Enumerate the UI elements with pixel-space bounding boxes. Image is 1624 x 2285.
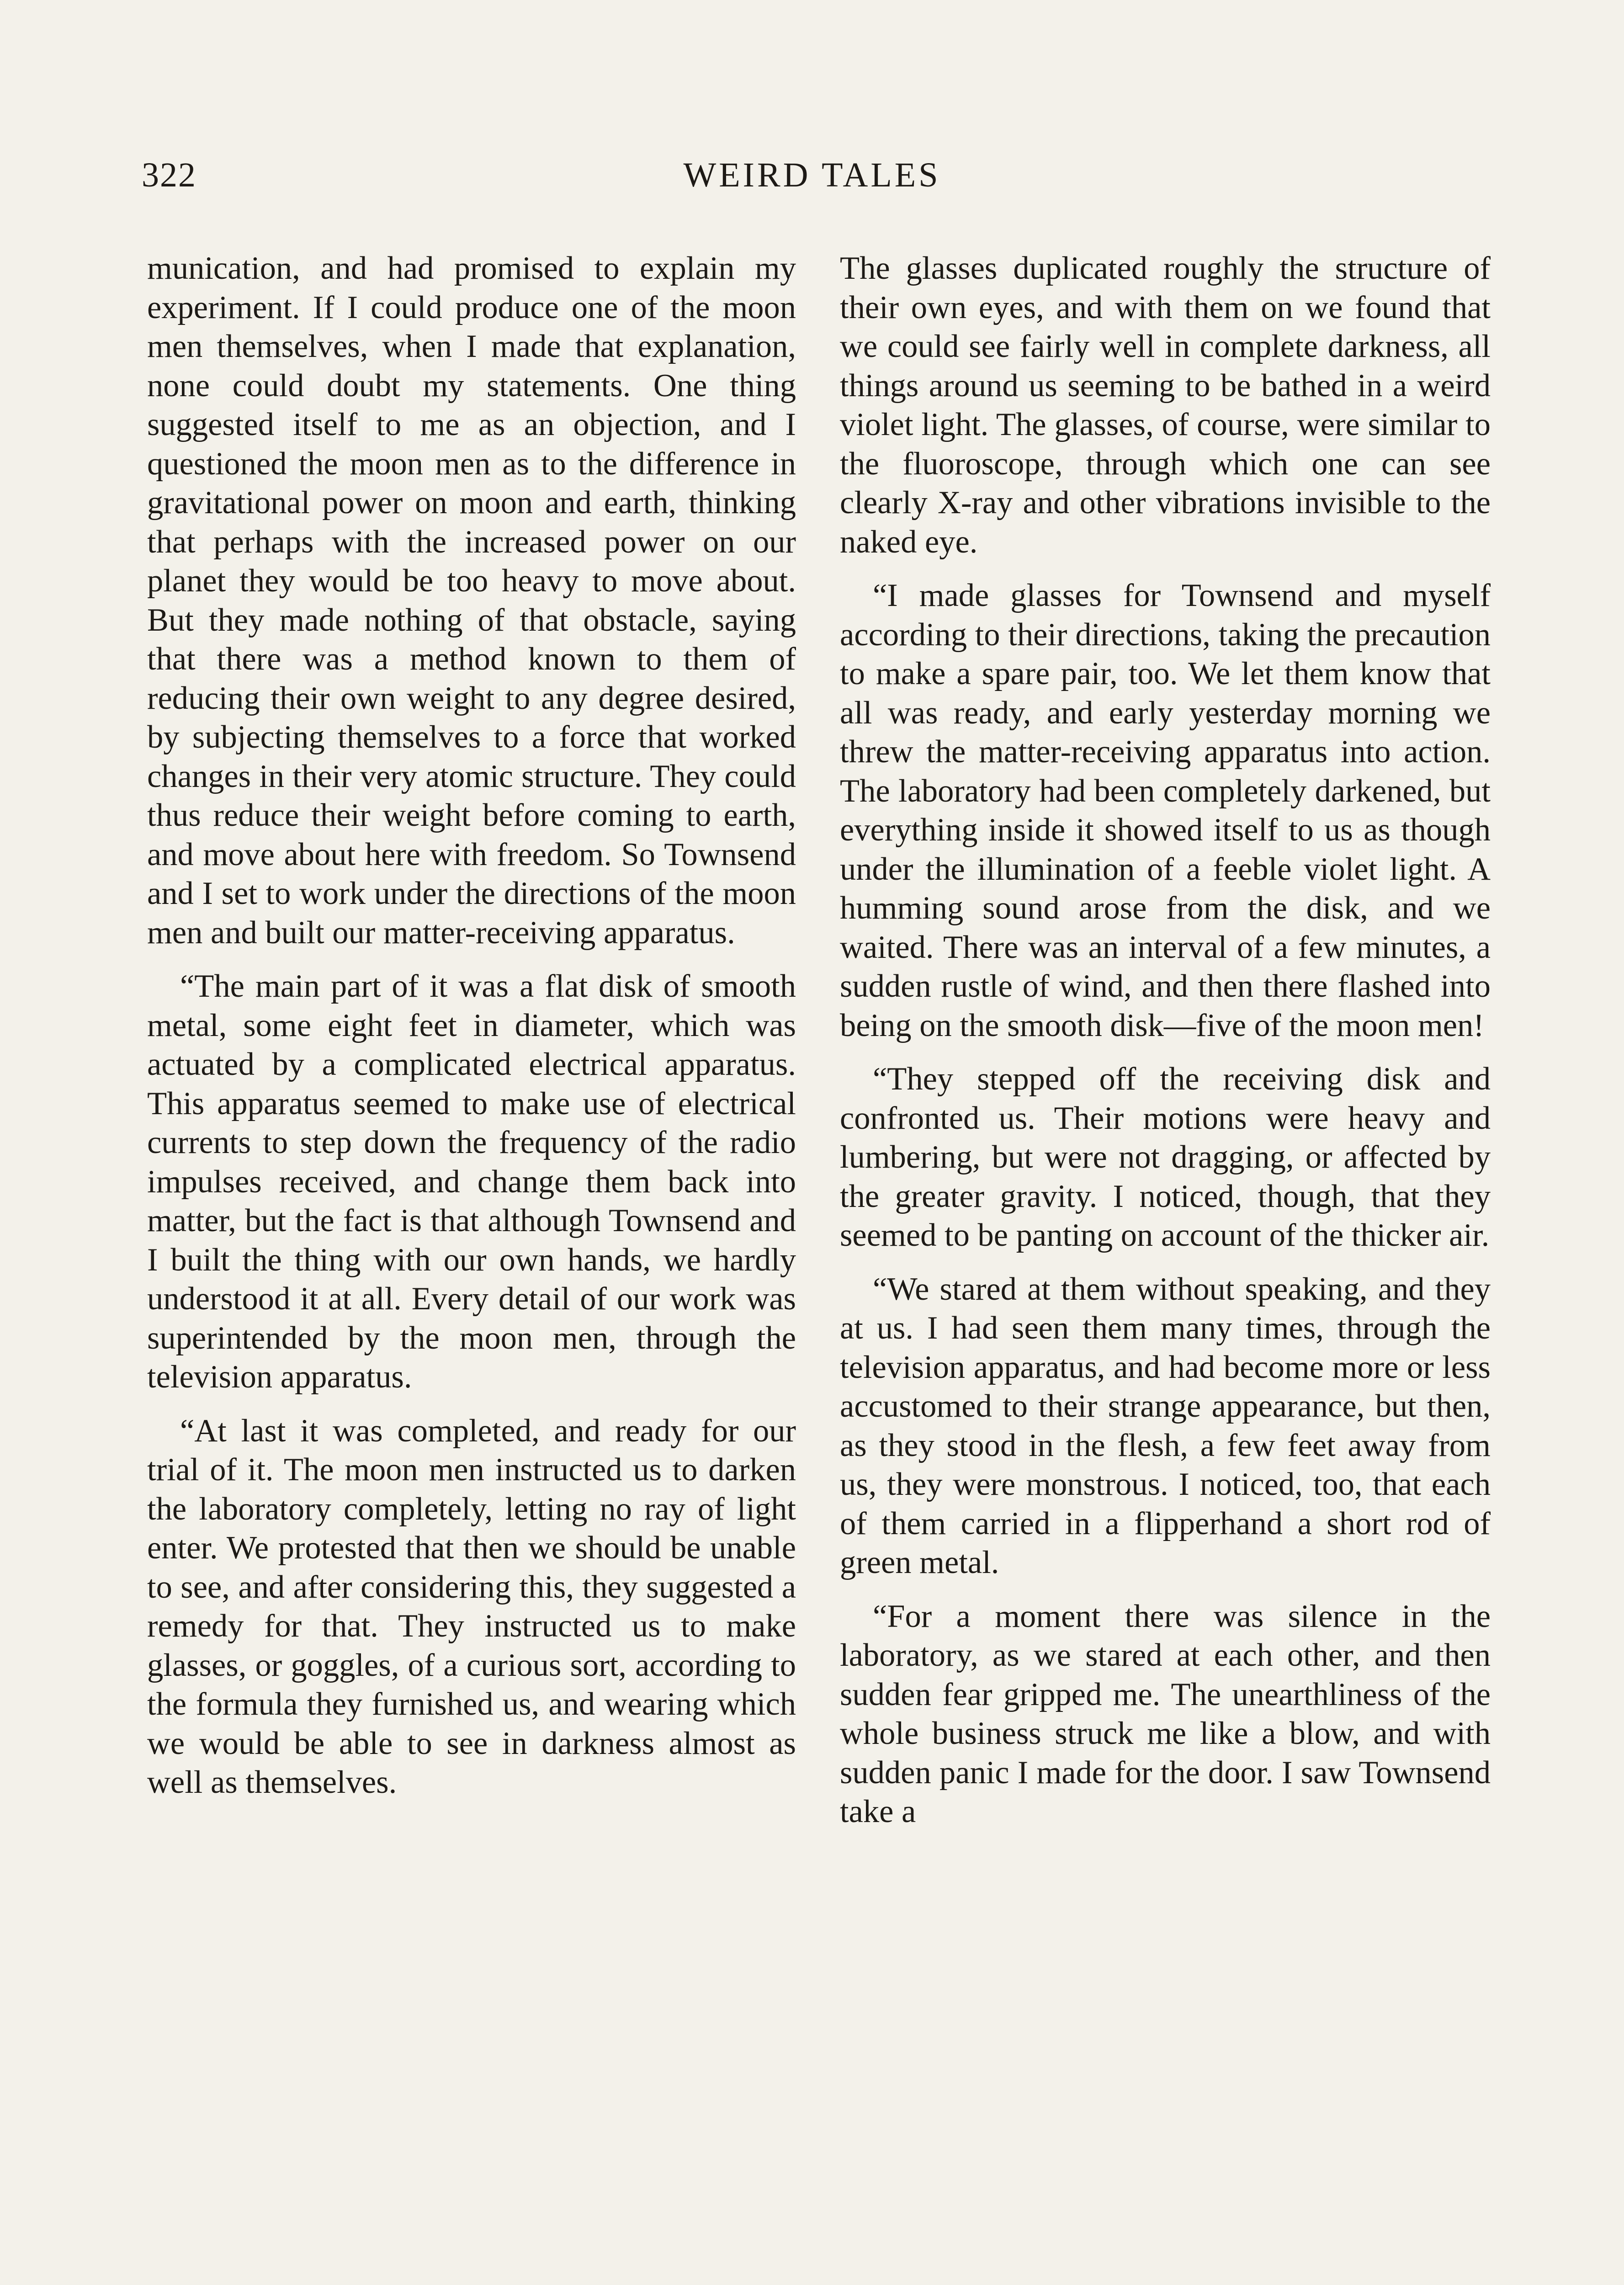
paragraph: “At last it was completed, and ready for our trial of it. The moon men instructed us to darken the laboratory completely, letting no ray of light enter. We protested that then we should be unable to see, and after considering this, they suggested a remedy for that. They instructed us to make glasses, or goggles, of a curious sort, according to the formula they furnished us, and wearing which we would be able to see in darkness almost as well as themselves. xyxy=(147,1413,796,1800)
running-head: WEIRD TALES xyxy=(683,156,941,194)
page-number: 322 xyxy=(142,156,196,194)
paragraph: “The main part of it was a flat disk of smooth metal, some eight feet in diameter, which was actuated by a complicated electrical apparatus. This apparatus seemed to make use of electrical currents to step down the frequency of the radio impulses received, and change them back into matter, but the fact is that although Townsend and I built the thing with our own hands, we hardly understood it at all. Every detail of our work was superintended by the moon men, through the television apparatus. xyxy=(147,968,796,1395)
paragraph: munication, and had promised to explain my experiment. If I could produce one of the moon men themselves, when I made that explanation, none could doubt my statements. One thing suggested itself to me as an objection, and I questioned the moon men as to the difference in gravitational power on moon and earth, thinking that perhaps with the increased power on our planet they would be too heavy to move about. But they made nothing of that obstacle, saying that there was a method known to them of reducing their own weight to any degree desired, by subjecting themselves to a force that worked changes in their very atomic structure. They could thus reduce their weight before coming to earth, and move about here with freedom. So Townsend and I set to work under the directions of the moon men and built our matter-receiving apparatus. xyxy=(147,250,796,951)
paragraph: “They stepped off the receiving disk and confronted us. Their motions were heavy and lumbering, but were not dragging, or affected by the greater gravity. I noticed, though, that they seemed to be panting on account of the thicker air. xyxy=(840,1061,1491,1253)
paragraph: “For a moment there was silence in the laboratory, as we stared at each other, and then sudden fear gripped me. The unearthliness of the whole business struck me like a blow, and with sudden panic I made for the door. I saw Townsend take a xyxy=(840,1598,1491,1829)
right-column xyxy=(840,249,1491,1846)
paragraph: “We stared at them without speaking, and they at us. I had seen them many times, through the television apparatus, and had become more or less accustomed to their strange appearance, but then, as they stood in the flesh, a few feet away from us, they were monstrous. I noticed, too, that each of them carried in a flipperhand a short rod of green metal. xyxy=(840,1271,1491,1580)
paragraph: The glasses duplicated roughly the structure of their own eyes, and with them on we found that we could see fairly well in complete darkness, all things around us seeming to be bathed in a weird violet light. The glasses, of course, were similar to the fluoroscope, through which one can see clearly X-ray and other vibrations invisible to the naked eye. xyxy=(840,250,1491,560)
paragraph: “I made glasses for Townsend and myself according to their directions, taking the precaution to make a spare pair, too. We let them know that all was ready, and early yesterday morning we threw the matter-receiving apparatus into action. The laboratory had been completely darkened, but everything inside it showed itself to us as though under the illumination of a feeble violet light. A humming sound arose from the disk, and we waited. There was an interval of a few minutes, a sudden rustle of wind, and then there flashed into being on the smooth disk—five of the moon men! xyxy=(840,578,1491,1043)
left-column xyxy=(147,249,796,1817)
